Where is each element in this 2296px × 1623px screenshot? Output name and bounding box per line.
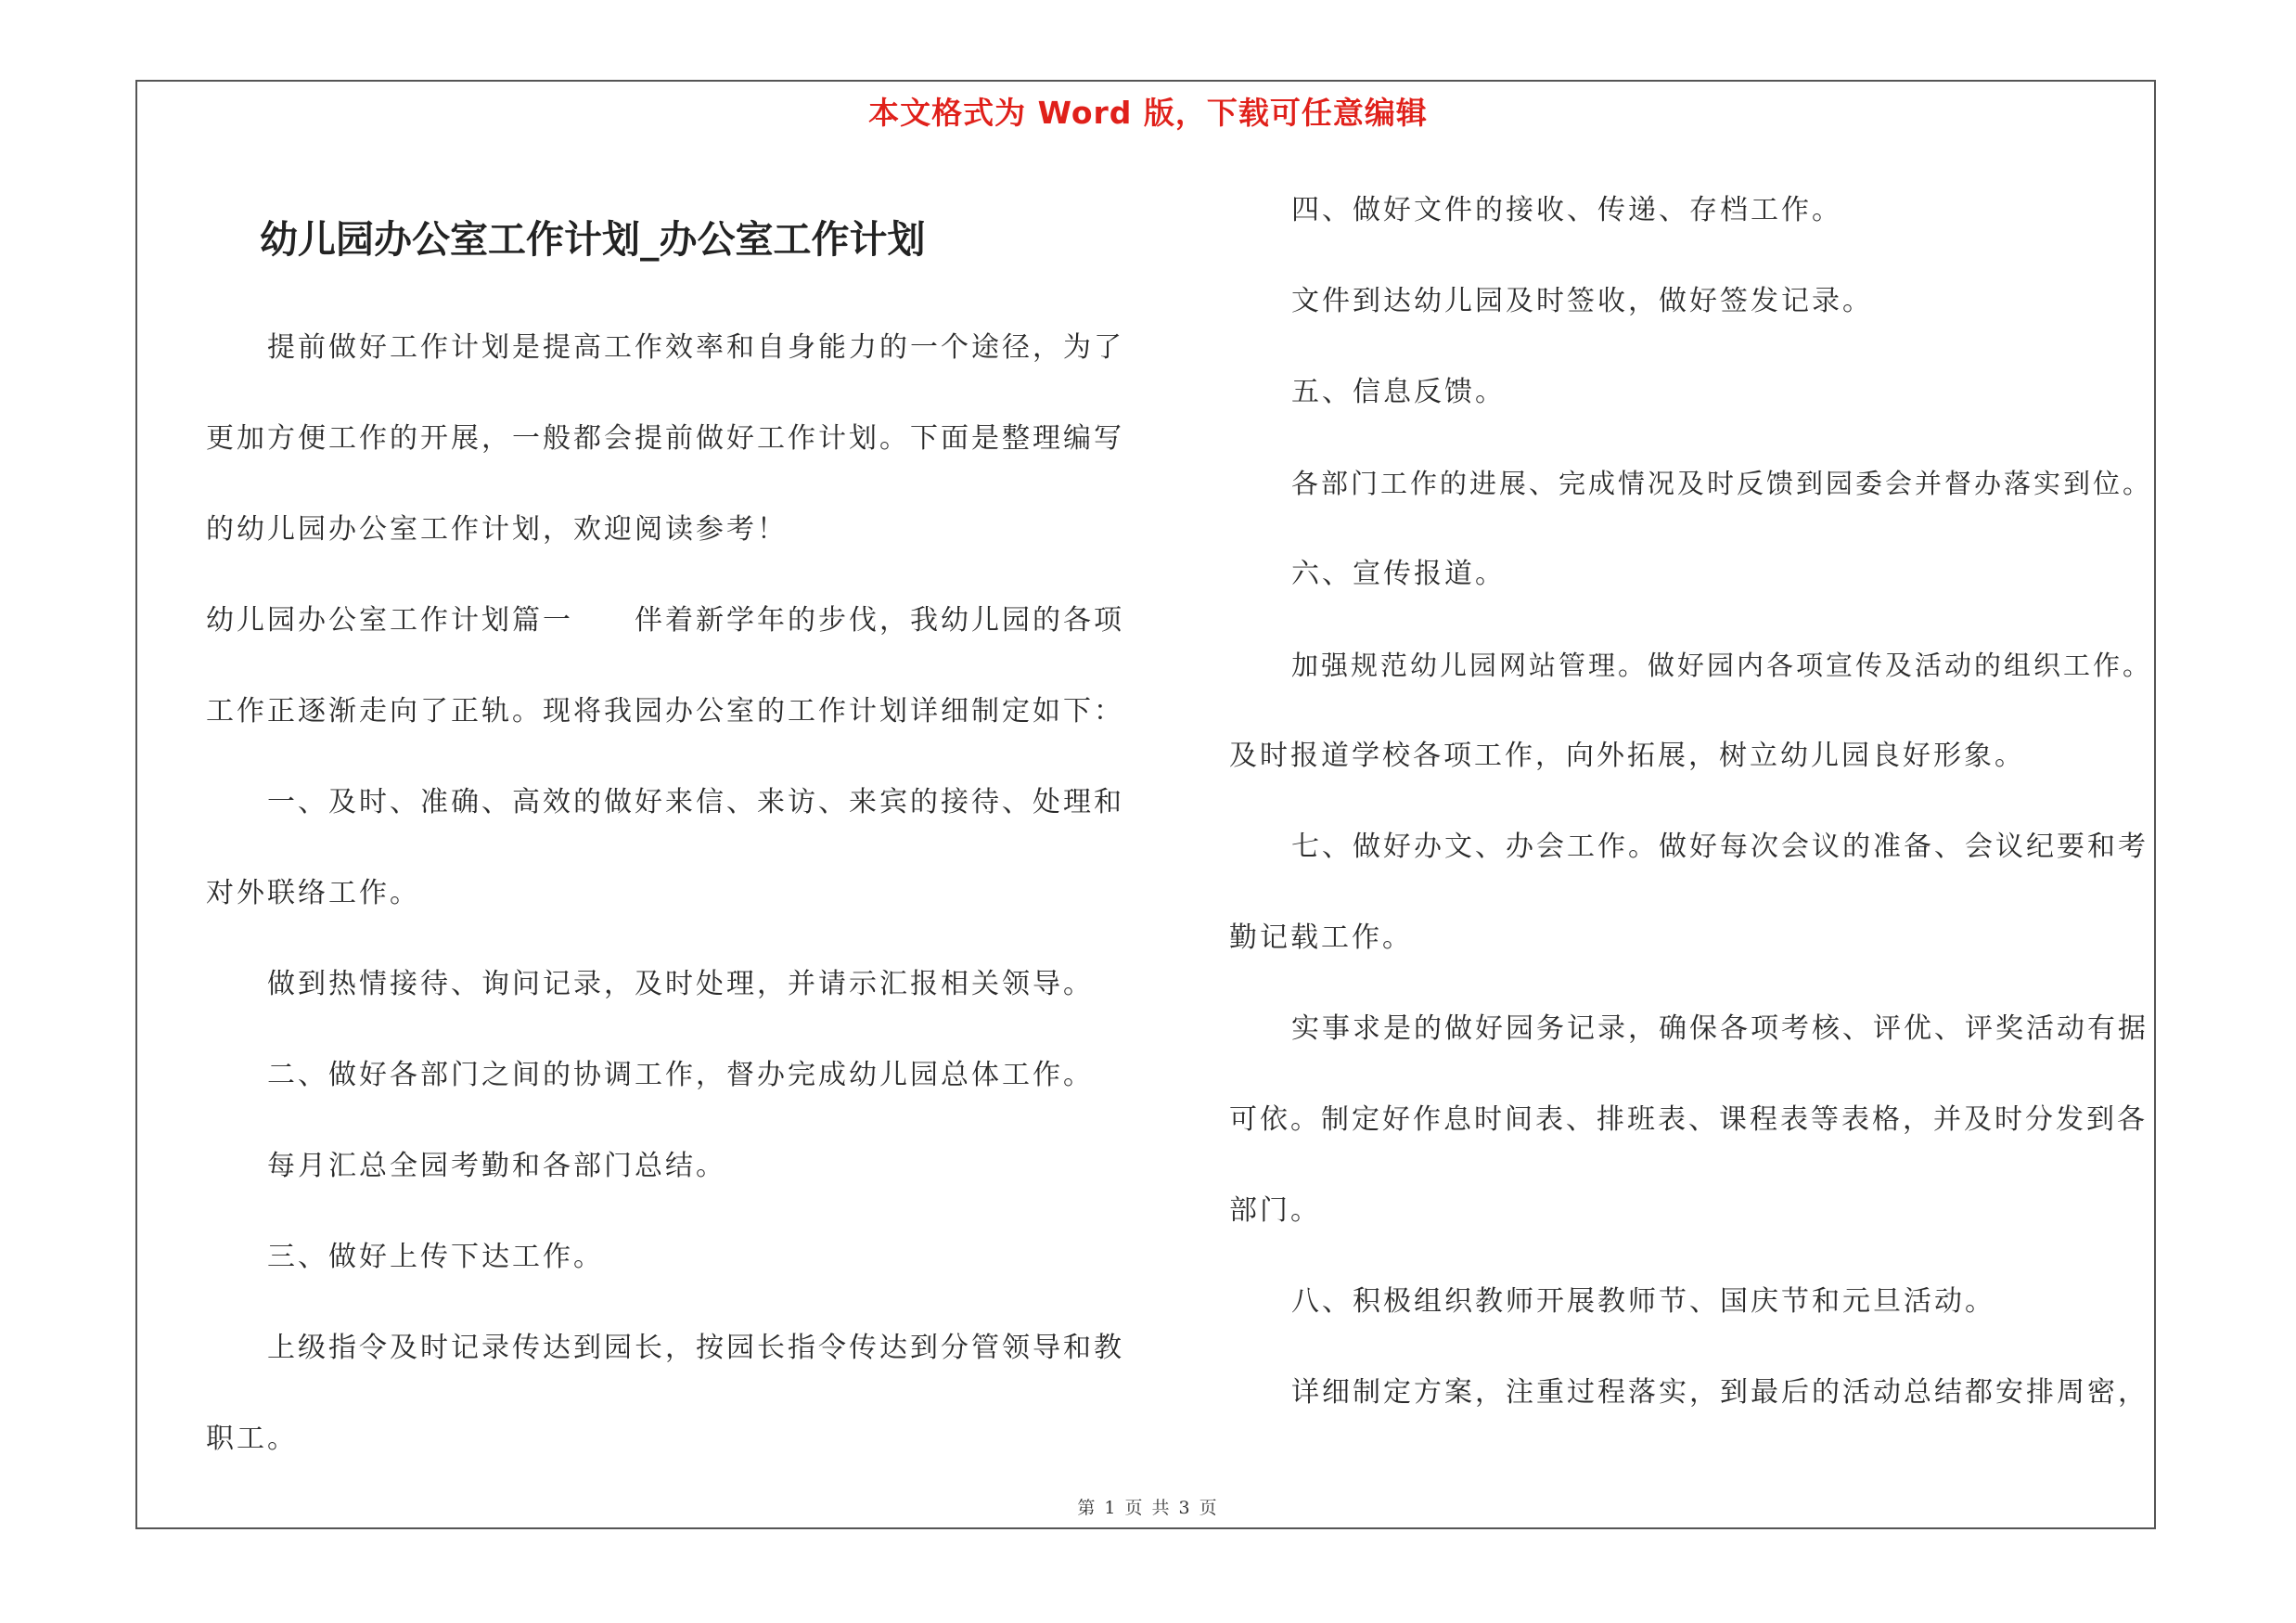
- right-line-10: 实事求是的做好园务记录，确保各项考核、评优、评奖活动有据: [1291, 1012, 2148, 1045]
- left-line-5: 工作正逐渐走向了正轨。现将我园办公室的工作计划详细制定如下：: [206, 695, 1124, 728]
- right-line-5: 六、宣传报道。: [1291, 558, 1506, 590]
- left-line-2: 更加方便工作的开展，一般都会提前做好工作计划。下面是整理编写: [206, 422, 1124, 455]
- right-line-4: 各部门工作的进展、完成情况及时反馈到园委会并督办落实到位。: [1291, 468, 2153, 499]
- document-title: 幼儿园办公室工作计划_办公室工作计划: [260, 217, 926, 262]
- right-line-6: 加强规范幼儿园网站管理。做好园内各项宣传及活动的组织工作。: [1291, 650, 2153, 681]
- left-line-11: 三、做好上传下达工作。: [267, 1241, 604, 1273]
- page-number-footer: 第 1 页 共 3 页: [1077, 1498, 1219, 1518]
- right-line-2: 文件到达幼儿园及时签收，做好签发记录。: [1291, 285, 1873, 317]
- right-line-14: 详细制定方案，注重过程落实，到最后的活动总结都安排周密，: [1291, 1376, 2148, 1409]
- format-banner: 本文格式为 Word 版，下载可任意编辑: [868, 95, 1428, 131]
- right-line-8: 七、做好办文、办会工作。做好每次会议的准备、会议纪要和考: [1291, 831, 2148, 863]
- right-line-3: 五、信息反馈。: [1291, 376, 1506, 408]
- left-line-8: 做到热情接待、询问记录，及时处理，并请示汇报相关领导。: [267, 968, 1094, 1000]
- right-line-7: 及时报道学校各项工作，向外拓展，树立幼儿园良好形象。: [1229, 740, 2025, 772]
- left-line-3: 的幼儿园办公室工作计划，欢迎阅读参考！: [206, 513, 788, 546]
- left-line-1: 提前做好工作计划是提高工作效率和自身能力的一个途径，为了: [267, 331, 1124, 364]
- right-line-1: 四、做好文件的接收、传递、存档工作。: [1291, 194, 1842, 226]
- left-line-6: 一、及时、准确、高效的做好来信、来访、来宾的接待、处理和: [267, 786, 1124, 818]
- left-line-10: 每月汇总全园考勤和各部门总结。: [267, 1150, 726, 1182]
- left-line-7: 对外联络工作。: [206, 877, 420, 909]
- left-line-12: 上级指令及时记录传达到园长，按园长指令传达到分管领导和教: [267, 1332, 1124, 1364]
- right-line-12: 部门。: [1229, 1194, 1321, 1227]
- left-line-13: 职工。: [206, 1423, 298, 1455]
- left-line-9: 二、做好各部门之间的协调工作，督办完成幼儿园总体工作。: [267, 1059, 1094, 1091]
- right-line-11: 可依。制定好作息时间表、排班表、课程表等表格，并及时分发到各: [1229, 1103, 2148, 1136]
- left-line-4: 幼儿园办公室工作计划篇一 伴着新学年的步伐，我幼儿园的各项: [206, 604, 1124, 637]
- right-line-9: 勤记载工作。: [1229, 921, 1413, 954]
- right-line-13: 八、积极组织教师开展教师节、国庆节和元旦活动。: [1291, 1285, 1995, 1318]
